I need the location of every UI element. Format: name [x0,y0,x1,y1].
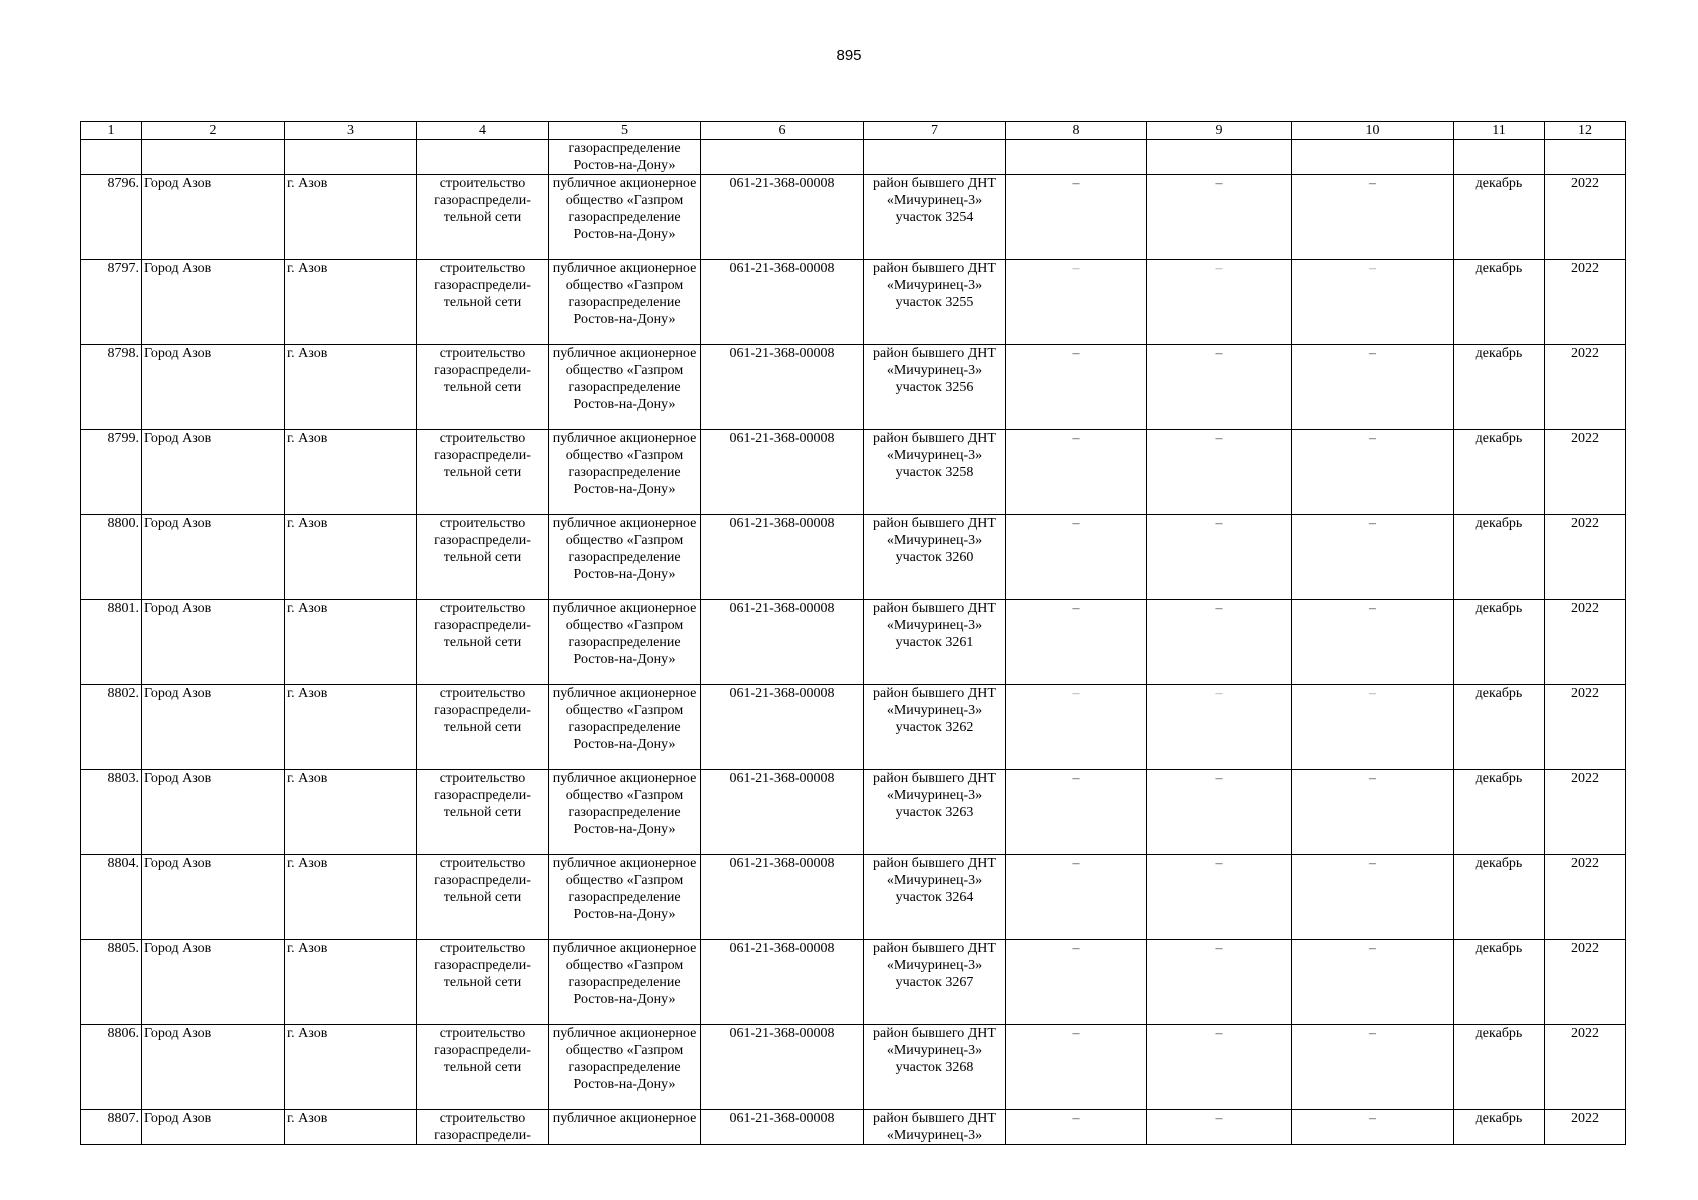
year-cell: 2022 [1545,515,1626,600]
month-cell: декабрь [1454,855,1545,940]
year-cell: 2022 [1545,430,1626,515]
column-header: 8 [1006,122,1147,140]
empty-value-cell: – [1147,770,1292,855]
empty-value-cell: – [1292,345,1454,430]
table-row [81,345,1626,430]
month-cell: декабрь [1454,175,1545,260]
settlement-cell: г. Азов [285,430,417,515]
empty-value-cell: – [1147,685,1292,770]
table-row [81,260,1626,345]
empty-value-cell: – [1292,855,1454,940]
column-header: 5 [549,122,701,140]
org-cell: публичное акционерное общество «Газпром газораспределение Ростов-на-Дону» [549,1025,701,1110]
month-cell: декабрь [1454,430,1545,515]
month-cell: декабрь [1454,260,1545,345]
location-cell: район бывшего ДНТ «Мичуринец-3» [864,1110,1006,1145]
settlement-cell: г. Азов [285,1025,417,1110]
month-cell: декабрь [1454,345,1545,430]
code-cell: 061-21-368-00008 [701,515,864,600]
location-cell: район бывшего ДНТ «Мичуринец-3» участок 3256 [864,345,1006,430]
municipality-cell: Город Азов [142,685,285,770]
empty-value-cell: – [1006,600,1147,685]
column-header: 11 [1454,122,1545,140]
settlement-cell: г. Азов [285,855,417,940]
empty-value-cell: – [1006,685,1147,770]
num-cell: 8805. [81,940,142,1025]
year-cell: 2022 [1545,855,1626,940]
empty-value-cell: – [1292,515,1454,600]
settlement-cell: г. Азов [285,175,417,260]
location-cell: район бывшего ДНТ «Мичуринец-3» участок 3260 [864,515,1006,600]
column-number-header-row [81,122,1626,140]
location-cell: район бывшего ДНТ «Мичуринец-3» участок 3267 [864,940,1006,1025]
empty-value-cell: – [1006,770,1147,855]
empty-value-cell: – [1292,770,1454,855]
num-cell: 8804. [81,855,142,940]
year-cell: 2022 [1545,1025,1626,1110]
activity-cell: строительство газораспредели-тельной сети [417,770,549,855]
empty-value-cell: – [1006,515,1147,600]
code-cell: 061-21-368-00008 [701,260,864,345]
settlement-cell: г. Азов [285,940,417,1025]
municipality-cell: Город Азов [142,430,285,515]
num-cell: 8798. [81,345,142,430]
year-cell: 2022 [1545,345,1626,430]
table-row [81,175,1626,260]
table-row [81,685,1626,770]
activity-cell: строительство газораспредели-тельной сети [417,260,549,345]
org-cell: газораспределение Ростов-на-Дону» [549,140,701,175]
municipality-cell: Город Азов [142,600,285,685]
year-cell: 2022 [1545,1110,1626,1145]
location-cell: район бывшего ДНТ «Мичуринец-3» участок 3261 [864,600,1006,685]
column-header: 3 [285,122,417,140]
code-cell: 061-21-368-00008 [701,940,864,1025]
location-cell: район бывшего ДНТ «Мичуринец-3» участок 3258 [864,430,1006,515]
month-cell: декабрь [1454,1110,1545,1145]
empty-value-cell: – [1292,260,1454,345]
month-cell: декабрь [1454,940,1545,1025]
empty-value-cell: – [1006,430,1147,515]
table-row [81,515,1626,600]
month-cell: декабрь [1454,515,1545,600]
num-cell: 8801. [81,600,142,685]
empty-value-cell: – [1147,855,1292,940]
num-cell: 8800. [81,515,142,600]
num-cell: 8806. [81,1025,142,1110]
column-header: 6 [701,122,864,140]
municipality-cell: Город Азов [142,1110,285,1145]
month-cell: декабрь [1454,600,1545,685]
org-cell: публичное акционерное общество «Газпром газораспределение Ростов-на-Дону» [549,600,701,685]
org-cell: публичное акционерное общество «Газпром газораспределение Ростов-на-Дону» [549,515,701,600]
org-cell: публичное акционерное общество «Газпром газораспределение Ростов-на-Дону» [549,685,701,770]
code-cell: 061-21-368-00008 [701,855,864,940]
org-cell: публичное акционерное общество «Газпром газораспределение Ростов-на-Дону» [549,430,701,515]
municipality-cell: Город Азов [142,1025,285,1110]
registry-table [80,121,1626,1145]
location-cell: район бывшего ДНТ «Мичуринец-3» участок 3254 [864,175,1006,260]
table-row [81,855,1626,940]
settlement-cell: г. Азов [285,685,417,770]
settlement-cell: г. Азов [285,770,417,855]
location-cell: район бывшего ДНТ «Мичуринец-3» участок 3255 [864,260,1006,345]
month-cell: декабрь [1454,685,1545,770]
num-cell: 8802. [81,685,142,770]
org-cell: публичное акционерное общество «Газпром газораспределение Ростов-на-Дону» [549,770,701,855]
empty-value-cell: – [1147,515,1292,600]
column-header: 7 [864,122,1006,140]
empty-value-cell: – [1147,345,1292,430]
municipality-cell: Город Азов [142,940,285,1025]
settlement-cell: г. Азов [285,260,417,345]
municipality-cell: Город Азов [142,260,285,345]
code-cell: 061-21-368-00008 [701,1110,864,1145]
empty-value-cell: – [1292,430,1454,515]
column-header: 4 [417,122,549,140]
location-cell: район бывшего ДНТ «Мичуринец-3» участок 3264 [864,855,1006,940]
table-row [81,1110,1626,1145]
num-cell: 8799. [81,430,142,515]
code-cell: 061-21-368-00008 [701,430,864,515]
empty-value-cell: – [1006,260,1147,345]
municipality-cell: Город Азов [142,515,285,600]
empty-value-cell: – [1292,1025,1454,1110]
empty-value-cell: – [1006,1025,1147,1110]
table-row [81,600,1626,685]
activity-cell: строительство газораспредели-тельной сети [417,175,549,260]
activity-cell: строительство газораспредели- [417,1110,549,1145]
empty-value-cell: – [1147,260,1292,345]
continuation-row [81,140,1626,175]
table-row [81,940,1626,1025]
num-cell: 8807. [81,1110,142,1145]
empty-value-cell: – [1006,175,1147,260]
empty-value-cell: – [1292,1110,1454,1145]
column-header: 2 [142,122,285,140]
year-cell: 2022 [1545,600,1626,685]
activity-cell: строительство газораспредели-тельной сети [417,345,549,430]
empty-value-cell: – [1147,1025,1292,1110]
activity-cell: строительство газораспредели-тельной сети [417,940,549,1025]
empty-value-cell: – [1147,1110,1292,1145]
activity-cell: строительство газораспредели-тельной сети [417,855,549,940]
column-header: 9 [1147,122,1292,140]
table-row [81,770,1626,855]
municipality-cell: Город Азов [142,345,285,430]
year-cell: 2022 [1545,260,1626,345]
year-cell: 2022 [1545,770,1626,855]
empty-value-cell: – [1292,685,1454,770]
settlement-cell: г. Азов [285,1110,417,1145]
empty-value-cell: – [1006,345,1147,430]
column-header: 12 [1545,122,1626,140]
empty-value-cell: – [1147,175,1292,260]
year-cell: 2022 [1545,685,1626,770]
settlement-cell: г. Азов [285,515,417,600]
empty-value-cell: – [1147,430,1292,515]
month-cell: декабрь [1454,770,1545,855]
municipality-cell: Город Азов [142,855,285,940]
settlement-cell: г. Азов [285,600,417,685]
empty-value-cell: – [1292,600,1454,685]
municipality-cell: Город Азов [142,770,285,855]
municipality-cell: Город Азов [142,175,285,260]
table-row [81,430,1626,515]
empty-value-cell: – [1006,855,1147,940]
activity-cell: строительство газораспредели-тельной сети [417,1025,549,1110]
activity-cell: строительство газораспредели-тельной сети [417,430,549,515]
org-cell: публичное акционерное [549,1110,701,1145]
empty-value-cell: – [1147,940,1292,1025]
column-header: 10 [1292,122,1454,140]
org-cell: публичное акционерное общество «Газпром газораспределение Ростов-на-Дону» [549,345,701,430]
code-cell: 061-21-368-00008 [701,345,864,430]
empty-value-cell: – [1147,600,1292,685]
year-cell: 2022 [1545,175,1626,260]
month-cell: декабрь [1454,1025,1545,1110]
year-cell: 2022 [1545,940,1626,1025]
num-cell: 8796. [81,175,142,260]
code-cell: 061-21-368-00008 [701,770,864,855]
org-cell: публичное акционерное общество «Газпром газораспределение Ростов-на-Дону» [549,260,701,345]
code-cell: 061-21-368-00008 [701,600,864,685]
activity-cell: строительство газораспредели-тельной сети [417,515,549,600]
activity-cell: строительство газораспредели-тельной сети [417,600,549,685]
empty-value-cell: – [1292,175,1454,260]
page-number: 895 [836,47,862,64]
empty-value-cell: – [1006,940,1147,1025]
empty-value-cell: – [1292,940,1454,1025]
code-cell: 061-21-368-00008 [701,175,864,260]
location-cell: район бывшего ДНТ «Мичуринец-3» участок 3263 [864,770,1006,855]
table-row [81,1025,1626,1110]
settlement-cell: г. Азов [285,345,417,430]
org-cell: публичное акционерное общество «Газпром газораспределение Ростов-на-Дону» [549,940,701,1025]
location-cell: район бывшего ДНТ «Мичуринец-3» участок 3268 [864,1025,1006,1110]
activity-cell: строительство газораспредели-тельной сети [417,685,549,770]
num-cell: 8803. [81,770,142,855]
code-cell: 061-21-368-00008 [701,685,864,770]
org-cell: публичное акционерное общество «Газпром газораспределение Ростов-на-Дону» [549,855,701,940]
code-cell: 061-21-368-00008 [701,1025,864,1110]
org-cell: публичное акционерное общество «Газпром газораспределение Ростов-на-Дону» [549,175,701,260]
num-cell: 8797. [81,260,142,345]
location-cell: район бывшего ДНТ «Мичуринец-3» участок 3262 [864,685,1006,770]
empty-value-cell: – [1006,1110,1147,1145]
column-header: 1 [81,122,142,140]
